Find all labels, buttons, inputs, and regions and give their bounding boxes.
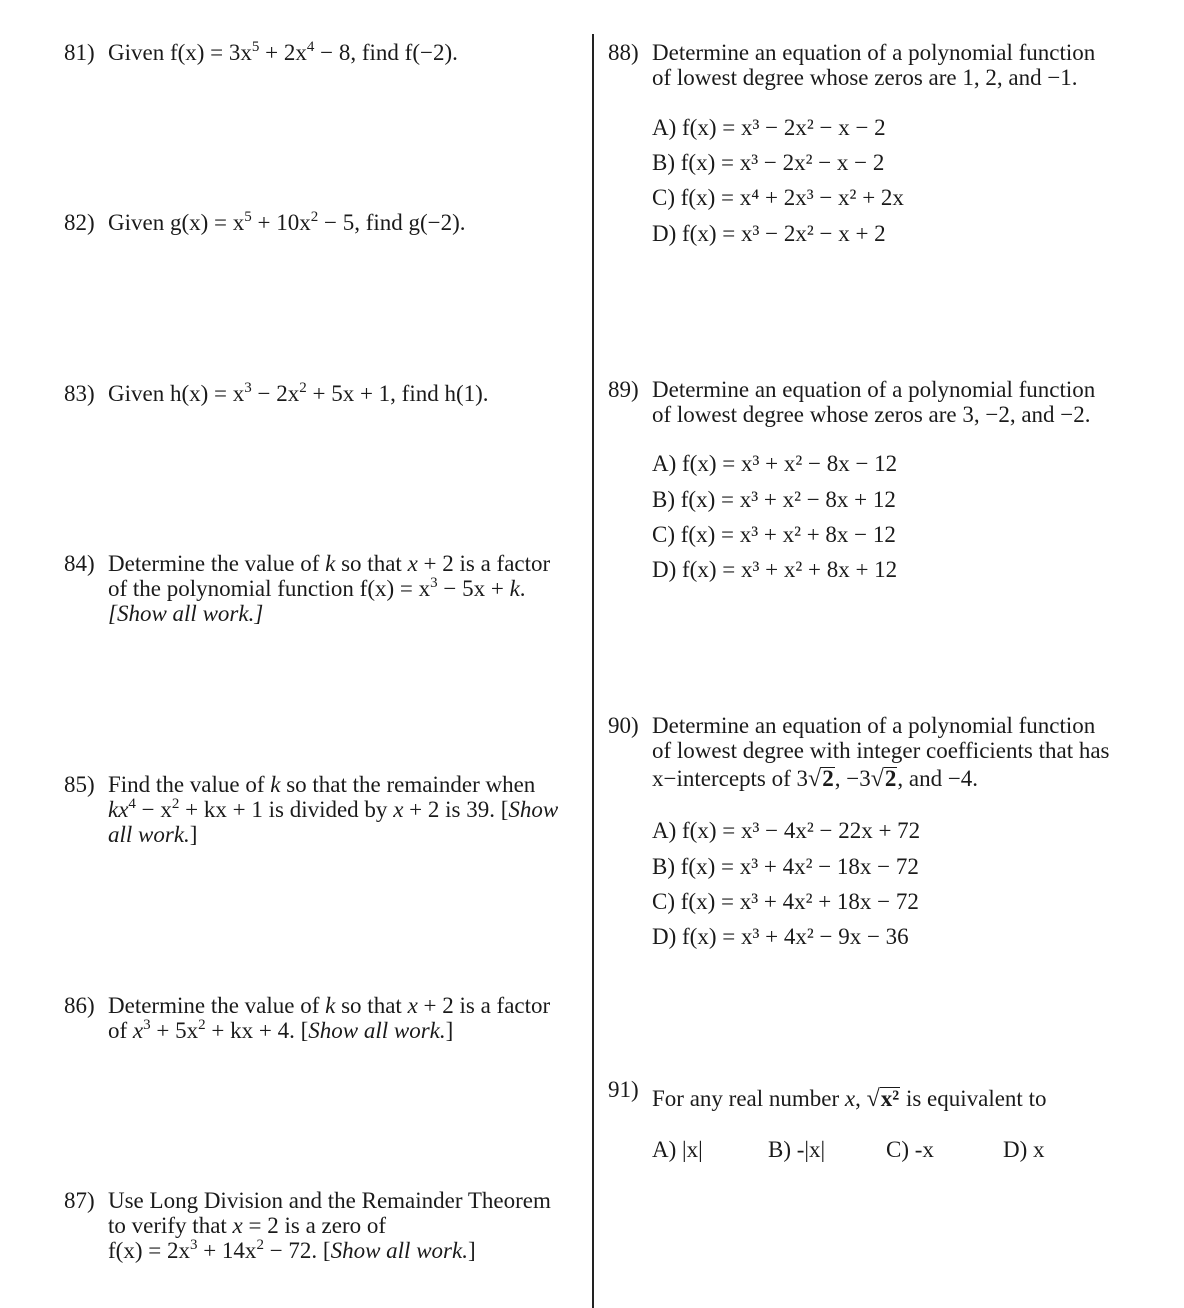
answer-option[interactable]: A) |x| xyxy=(652,1137,703,1162)
answer-option[interactable]: B) f(x) = x³ + 4x² − 18x − 72 xyxy=(652,854,919,879)
question-number: 82) xyxy=(64,210,95,235)
answer-option[interactable]: A) f(x) = x³ + x² − 8x − 12 xyxy=(652,451,898,476)
question-number: 85) xyxy=(64,772,95,797)
question-number: 89) xyxy=(608,377,639,402)
question-number: 84) xyxy=(64,551,95,576)
question-number: 91) xyxy=(608,1077,639,1102)
answer-option[interactable]: A) f(x) = x³ − 4x² − 22x + 72 xyxy=(652,818,921,843)
answer-option[interactable]: B) f(x) = x³ + x² − 8x + 12 xyxy=(652,487,896,512)
question-number: 90) xyxy=(608,713,639,738)
question-number: 81) xyxy=(64,40,95,65)
answer-option[interactable]: C) f(x) = x⁴ + 2x³ − x² + 2x xyxy=(652,185,904,210)
answer-option[interactable]: D) x xyxy=(1003,1137,1045,1162)
answer-option[interactable]: C) f(x) = x³ + 4x² + 18x − 72 xyxy=(652,889,919,914)
answer-option[interactable]: D) f(x) = x³ − 2x² − x + 2 xyxy=(652,221,886,246)
question-number: 87) xyxy=(64,1188,95,1213)
answer-option[interactable]: D) f(x) = x³ + 4x² − 9x − 36 xyxy=(652,924,909,949)
question-number: 86) xyxy=(64,993,95,1018)
radical-icon: √ xyxy=(808,766,822,792)
answer-option[interactable]: B) f(x) = x³ − 2x² − x − 2 xyxy=(652,150,885,175)
question-number: 83) xyxy=(64,381,95,406)
question-number: 88) xyxy=(608,40,639,65)
column-divider xyxy=(592,34,594,1308)
radical-icon: √ xyxy=(866,1086,880,1112)
answer-option[interactable]: B) -|x| xyxy=(768,1137,826,1162)
answer-option[interactable]: C) f(x) = x³ + x² + 8x − 12 xyxy=(652,522,896,547)
radical-icon: √ xyxy=(870,766,884,792)
answer-option[interactable]: D) f(x) = x³ + x² + 8x + 12 xyxy=(652,557,898,582)
answer-option[interactable]: A) f(x) = x³ − 2x² − x − 2 xyxy=(652,115,886,140)
answer-option[interactable]: C) -x xyxy=(886,1137,934,1162)
